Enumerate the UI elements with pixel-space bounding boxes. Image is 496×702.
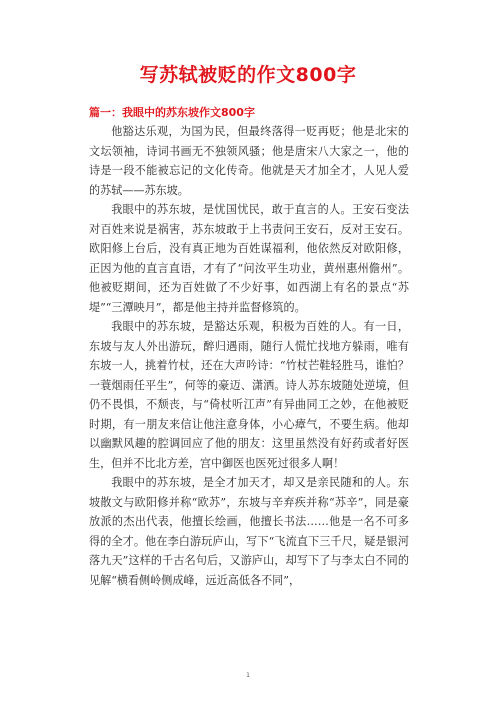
document-title: 写苏轼被贬的作文800字 — [139, 64, 357, 86]
section-heading: 篇一：我眼中的苏东坡作文800字 — [89, 106, 255, 119]
paragraph: 我眼中的苏东坡，是豁达乐观，积极为百姓的人。有一日，东坡与友人外出游玩，醉归遇雨，随行人慌忙找地方躲雨，唯有东坡一人，挑着竹杖，还在大声吟诗：“竹杖芒鞋轻胜马，谁怕？一蓑烟雨任平生”，何等的豪迈、潇洒。诗人苏东坡随处逆境，但仍不畏惧，不颓丧，与“倚杖听江声”有异曲同工之妙，在他被贬时期，有一朋友来信让他注意身体，小心瘴气，不要生病。他却以幽默风趣的腔调回应了他的朋友：这里虽然没有好药或者好医生，但并不比北方差，宫中御医也医死过很多人啊！ — [89, 320, 409, 470]
paragraph: 我眼中的苏东坡，是全才加天才，却又是亲民随和的人。东坡散文与欧阳修并称“欧苏”，东坡与辛弃疾并称“苏辛”，同是豪放派的杰出代表，他擅长绘画，他擅长书法……他是一名不可多得的全才。他在李白游玩庐山，写下“飞流直下三千尺，疑是银河落九天”这样的千古名句后，又游庐山，却写下了与李太白不同的见解“横看侧岭侧成峰，远近高低各不同”， — [89, 476, 409, 587]
paragraph: 我眼中的苏东坡，是忧国忧民，敢于直言的人。王安石变法对百姓来说是祸害，苏东坡敢于上书责问王安石，反对王安石。欧阳修上台后，没有真正地为百姓谋福利，他依然反对欧阳修，正因为他的直言直语，才有了“问汝平生功业，黄州惠州儋州”。他被贬期间，还为百姓做了不少好事，如西湖上有名的景点“苏堤”“三潭映月”，都是他主持并监督修筑的。 — [89, 203, 409, 314]
page-number: 1 — [246, 672, 250, 679]
paragraph: 他豁达乐观，为国为民，但最终落得一贬再贬；他是北宋的文坛领袖，诗词书画无不独领风骚；他是唐宋八大家之一，他的诗是一段不能被忘记的文化传奇。他就是天才加全才，人见人爱的苏轼——苏东坡。 — [89, 125, 409, 197]
document-body — [89, 122, 409, 590]
